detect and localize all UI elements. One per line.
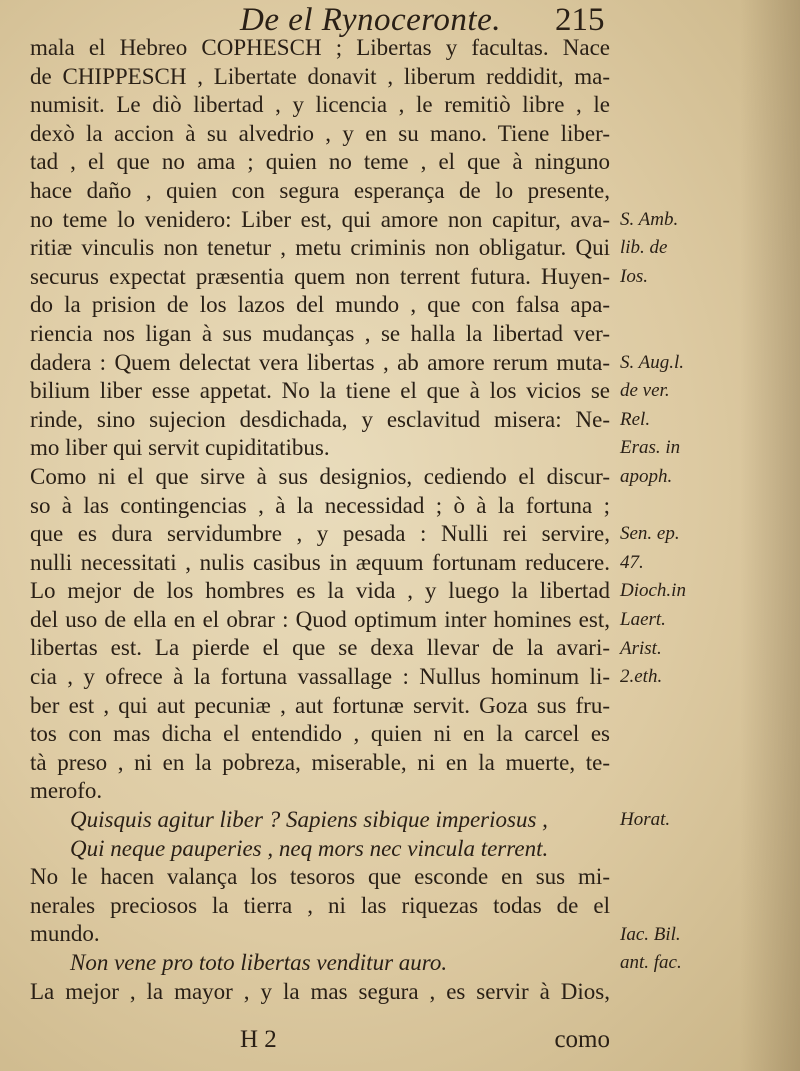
text-line: Qui neque pauperies , neq mors nec vincula terrent.	[70, 835, 549, 861]
text-line: no teme lo venidero: Liber est, qui amore non capitur, ava-	[30, 206, 610, 232]
marginal-note: Laert.	[620, 609, 666, 630]
text-line: dadera : Quem delectat vera libertas , ab amore rerum muta-	[30, 349, 610, 375]
text-line: rinde, sino sujecion desdichada, y esclavitud misera: Ne-	[30, 406, 610, 432]
marginal-note: Dioch.in	[620, 580, 686, 602]
text-line: de CHIPPESCH , Libertate donavit , liberum reddidit, ma-	[30, 63, 610, 89]
text-line: merofo.	[30, 778, 103, 804]
marginal-note: ant. fac.	[620, 952, 682, 974]
page-number: 215	[555, 2, 605, 38]
text-line: tos con mas dicha el entendido , quien ni en la carcel es	[30, 721, 610, 747]
text-line: mo liber qui servit cupiditatibus.	[30, 435, 330, 461]
marginal-note: Ios.	[620, 265, 648, 287]
signature-mark: H 2	[240, 1026, 277, 1053]
text-line: numisit. Le diò libertad , y licencia , le remitiò libre , le	[30, 92, 610, 118]
text-line: No le hacen valança los tesoros que esconde en sus mi-	[30, 864, 610, 890]
body-text	[30, 34, 610, 1006]
marginal-notes	[620, 0, 795, 1071]
text-line: dexò la accion à su alvedrio , y en su mano. Tiene liber-	[30, 120, 610, 146]
text-line: hace daño , quien con segura esperança de lo presente,	[30, 177, 610, 203]
text-line: que es dura servidumbre , y pesada : Nulli rei servire,	[30, 521, 610, 547]
page-footer	[30, 1026, 610, 1060]
marginal-note: lib. de	[620, 237, 668, 259]
text-line: tà preso , ni en la pobreza, miserable, ni en la muerte, te-	[30, 749, 610, 775]
marginal-note: S. Amb.	[620, 208, 679, 230]
marginal-note: 2.eth.	[620, 666, 663, 688]
marginal-note: Horat.	[620, 809, 671, 831]
marginal-note: S. Aug.l.	[620, 351, 685, 373]
text-line: del uso de ella en el obrar : Quod optimum inter homines est,	[30, 606, 610, 632]
text-line: riencia nos ligan à sus mudanças , se halla la libertad ver-	[30, 320, 610, 346]
text-line: La mejor , la mayor , y la mas segura , es servir à Dios,	[30, 978, 610, 1004]
text-line: bilium liber esse appetat. No la tiene el que à los vicios se	[30, 378, 610, 404]
text-line: Lo mejor de los hombres es la vida , y luego la libertad	[30, 578, 610, 604]
text-line: securus expectat præsentia quem non terrent futura. Huyen-	[30, 263, 610, 289]
text-line: cia , y ofrece à la fortuna vassallage : Nullus hominum li-	[30, 664, 610, 690]
text-line: ritiæ vinculis non tenetur , metu criminis non obligatur. Qui	[30, 235, 610, 261]
text-line: ber est , qui aut pecuniæ , aut fortunæ servit. Goza sus fru-	[30, 692, 610, 718]
text-line: mala el Hebreo COPHESCH ; Libertas y facultas. Nace	[30, 35, 610, 60]
text-line: mundo.	[30, 921, 100, 947]
text-line: nerales preciosos la tierra , ni las riquezas todas de el	[30, 892, 610, 918]
text-line: Non vene pro toto libertas venditur auro.	[70, 950, 448, 975]
marginal-note: Iac. Bil.	[620, 923, 681, 945]
catchword: como	[554, 1026, 610, 1053]
text-line: Quisquis agitur liber ? Sapiens sibique imperiosus ,	[70, 807, 548, 833]
text-line: libertas est. La pierde el que se dexa llevar de la avari-	[30, 635, 610, 661]
marginal-note: 47.	[620, 551, 644, 573]
marginal-note: Sen. ep.	[620, 523, 680, 545]
text-line: Como ni el que sirve à sus designios, cediendo el discur-	[30, 463, 610, 489]
text-line: do la prision de los lazos del mundo , que con falsa apa-	[30, 292, 610, 318]
marginal-note: apoph.	[620, 466, 673, 487]
marginal-note: de ver.	[620, 380, 670, 402]
marginal-note: Arist.	[620, 637, 662, 659]
text-line: tad , el que no ama ; quien no teme , el que à ninguno	[30, 149, 610, 175]
marginal-note: Eras. in	[620, 437, 681, 459]
text-line: nulli necessitati , nulis casibus in æquum fortunam reducere.	[30, 549, 610, 575]
running-title: De el Rynoceronte.	[240, 2, 501, 38]
marginal-note: Rel.	[620, 408, 651, 430]
text-line: so à las contingencias , à la necessidad ; ò à la fortuna ;	[30, 492, 610, 518]
